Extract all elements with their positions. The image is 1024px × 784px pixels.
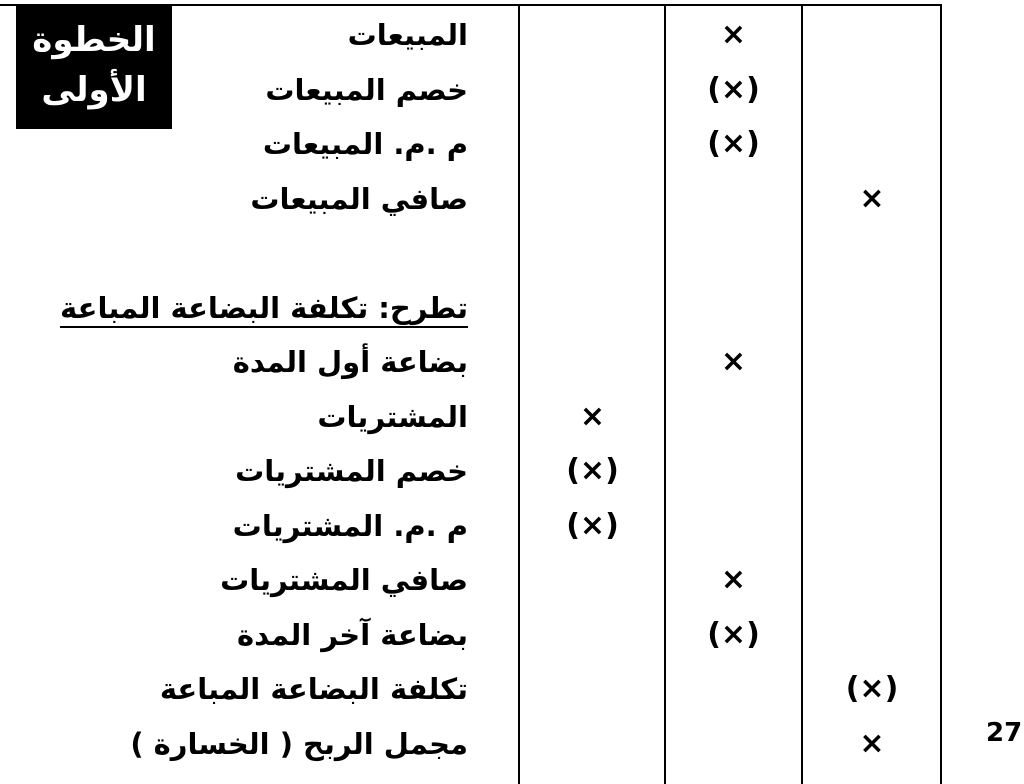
row-col1-value: [520, 662, 665, 716]
row-col3-value: (×): [845, 671, 899, 706]
row-col1-value: (×): [566, 453, 619, 488]
row-col3-value: [802, 499, 942, 553]
row-col1-value: [520, 335, 665, 389]
row-col1-value: [520, 281, 665, 335]
row-label: المبيعات: [347, 18, 468, 52]
row-label: بضاعة آخر المدة: [237, 617, 468, 652]
row-col1-value: [520, 8, 665, 62]
row-label: بضاعة أول المدة: [232, 345, 468, 379]
row-col3-value: [802, 117, 942, 171]
row-col3-value: ×: [859, 725, 885, 761]
row-col2-value: (×): [707, 126, 760, 161]
row-col3-value: [802, 444, 942, 498]
row-label: م .م. المبيعات: [262, 127, 468, 161]
row-col1-value: [520, 553, 665, 607]
row-col2-value: (×): [707, 616, 760, 652]
row-label: م .م. المشتريات: [232, 508, 468, 543]
row-col1-value: ×: [579, 398, 606, 434]
row-col1-value: [520, 63, 665, 117]
row-col1-value: [520, 717, 665, 771]
row-label: خصم المبيعات: [265, 72, 468, 107]
row-col1-value: [520, 608, 665, 662]
row-col2-value: [665, 717, 802, 771]
row-col3-value: [802, 390, 942, 444]
row-col2-value: [665, 444, 802, 498]
row-col3-value: [802, 281, 942, 335]
row-col2-value: ×: [720, 17, 747, 52]
row-label: مجمل الربح ( الخسارة ): [130, 726, 468, 761]
row-col3-value: [802, 553, 942, 607]
row-col2-value: (×): [707, 71, 760, 107]
row-col2-value: [665, 226, 802, 280]
row-label: صافي المشتريات: [220, 563, 468, 597]
row-col2-value: [665, 281, 802, 335]
row-col2-value: ×: [720, 562, 747, 597]
row-col2-value: [665, 390, 802, 444]
row-label: تطرح: تكلفة البضاعة المباعة: [60, 290, 468, 325]
row-col3-value: ×: [859, 180, 885, 216]
row-label: صافي المبيعات: [250, 181, 468, 216]
row-col1-value: [520, 226, 665, 280]
row-col2-value: [665, 172, 802, 226]
step-badge: [16, 5, 172, 129]
row-col2-value: [665, 499, 802, 553]
step-badge-line1: الخطوة: [32, 20, 156, 60]
row-label: خصم المشتريات: [235, 454, 468, 488]
row-col3-value: [802, 226, 942, 280]
step-badge-line2: الأولى: [41, 70, 147, 110]
row-col2-value: ×: [720, 344, 747, 379]
row-label: المشتريات: [317, 399, 468, 434]
page-number: 27: [986, 718, 1023, 748]
row-col1-value: [520, 172, 665, 226]
row-col3-value: [802, 335, 942, 389]
row-col1-value: [520, 117, 665, 171]
row-col3-value: [802, 63, 942, 117]
row-label: تكلفة البضاعة المباعة: [159, 672, 468, 706]
row-col2-value: [665, 662, 802, 716]
row-col3-value: [802, 8, 942, 62]
row-col1-value: (×): [566, 507, 619, 543]
row-col3-value: [802, 608, 942, 662]
